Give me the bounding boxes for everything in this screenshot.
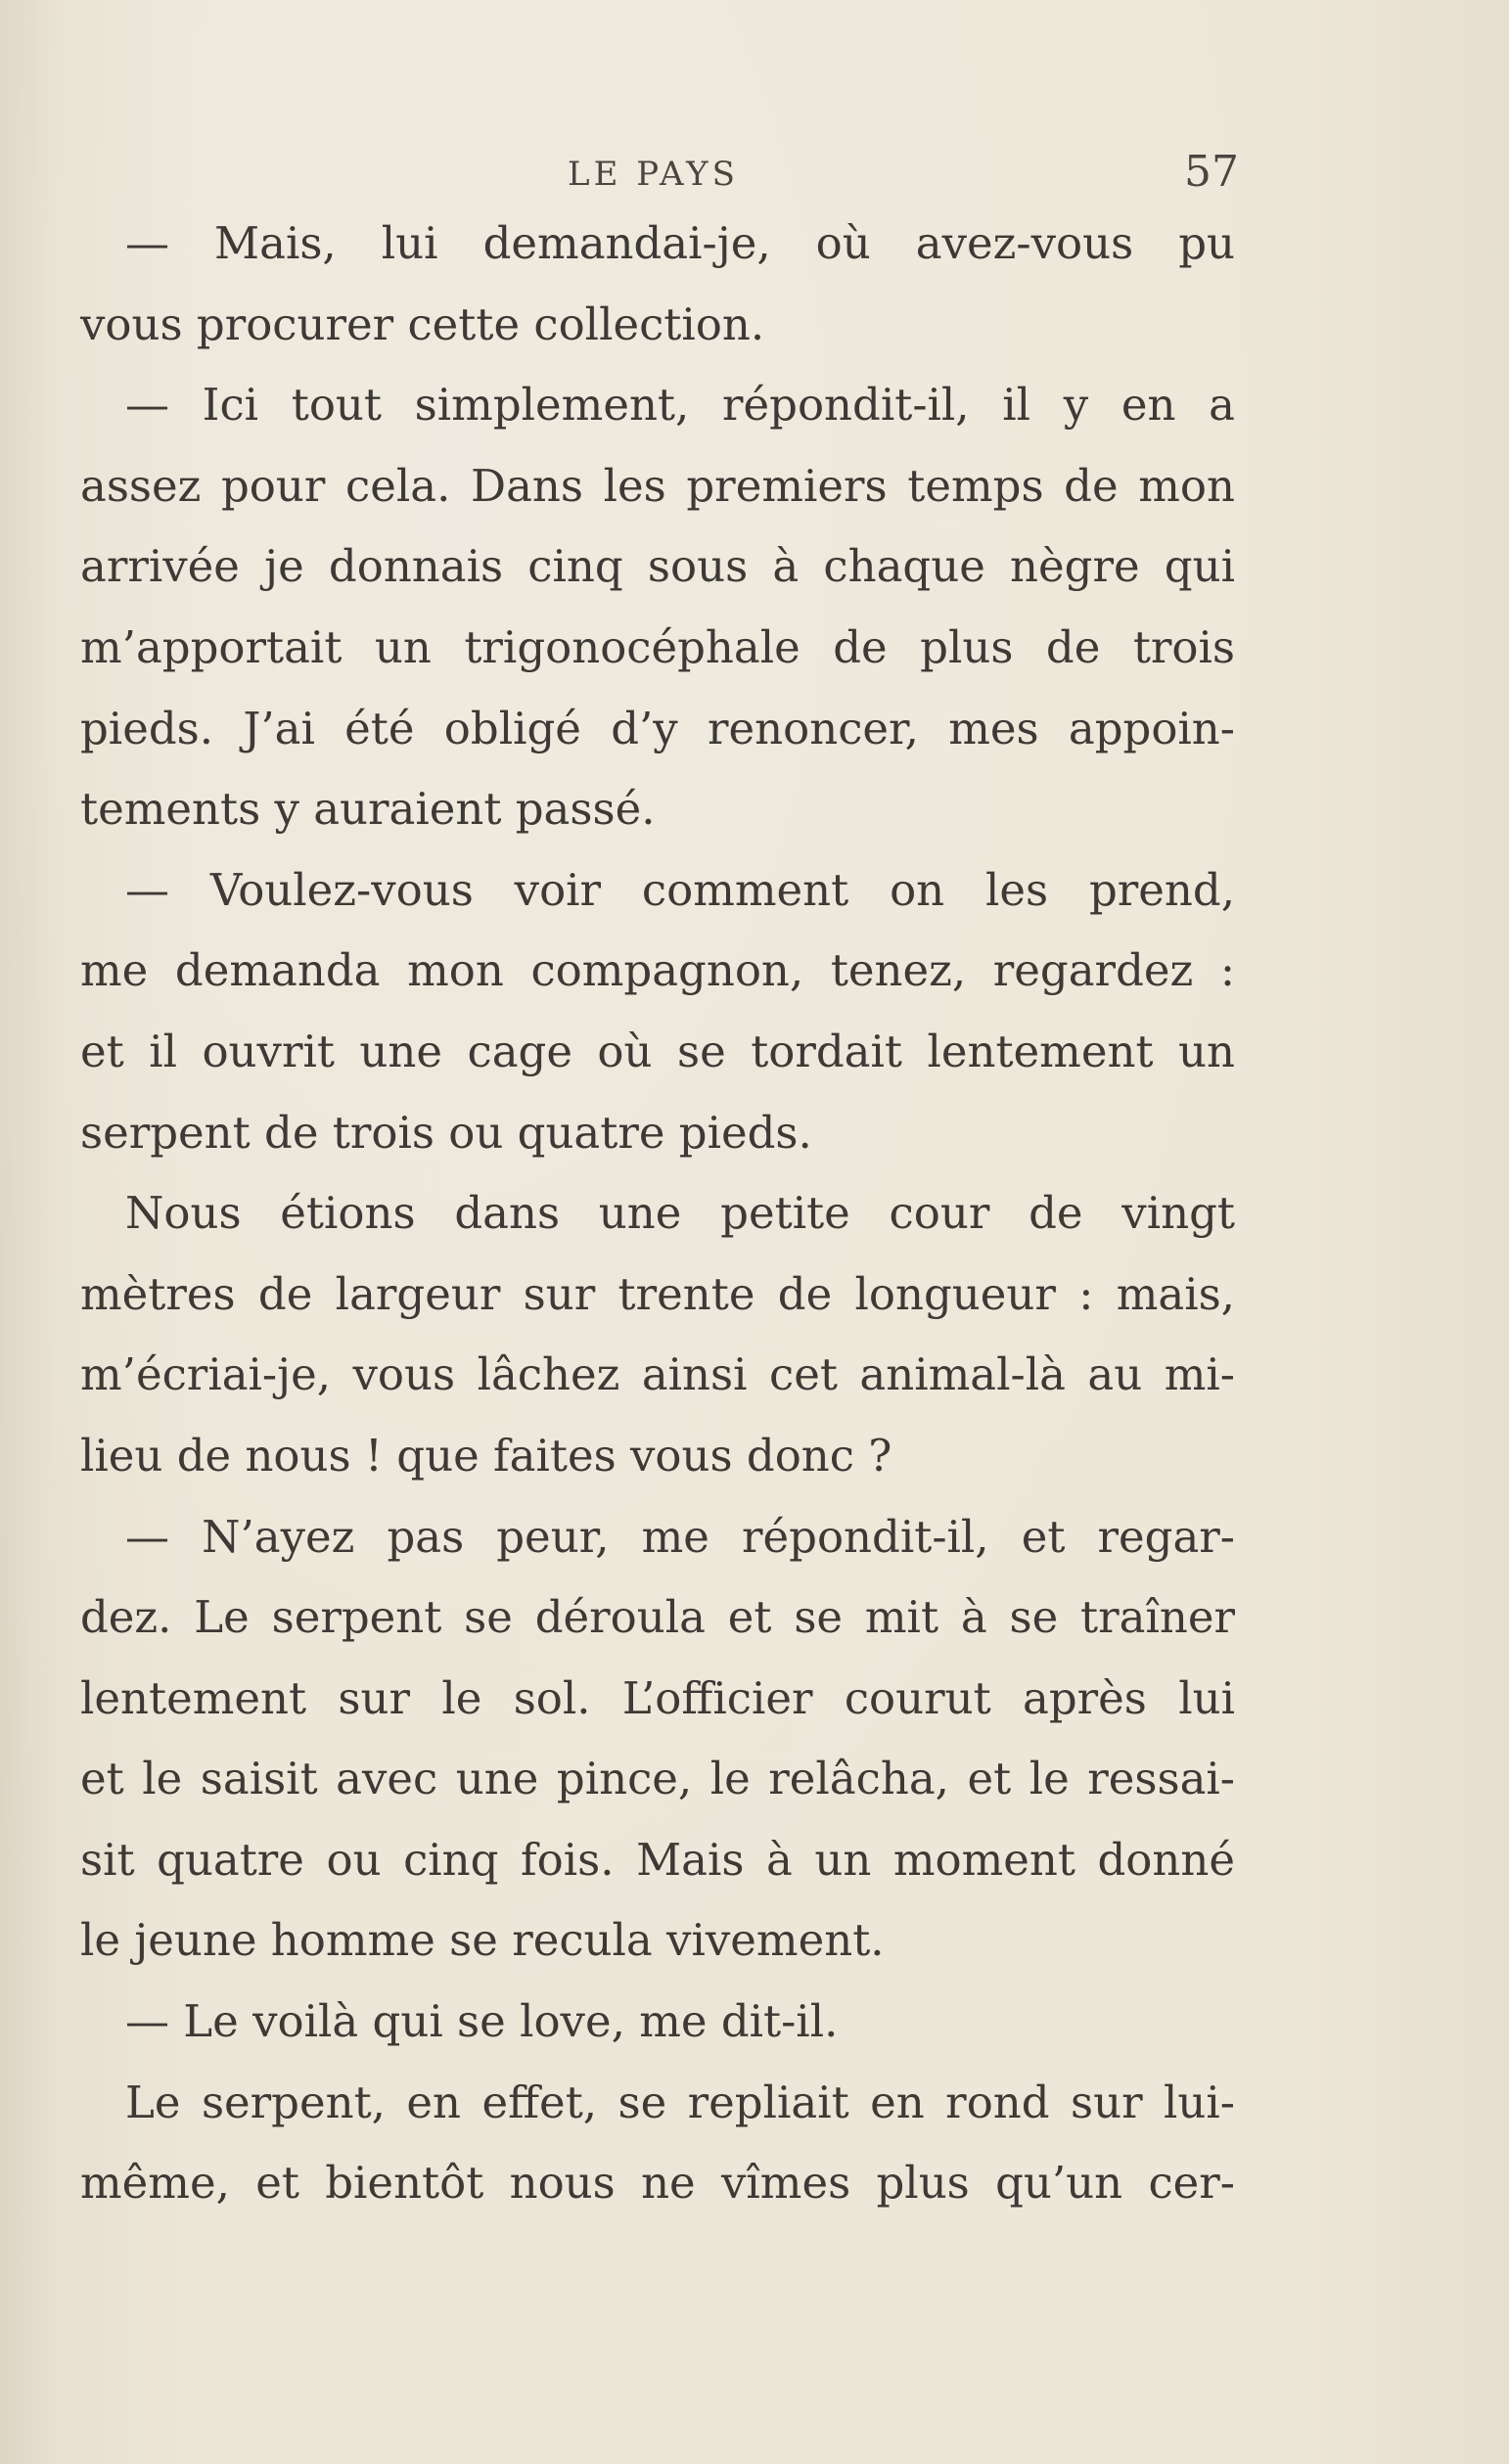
text-line: — N’ayez pas peur, me répondit-il, et regar- <box>125 1510 1235 1563</box>
text-line: mètres de largeur sur trente de longueur : mais, <box>80 1267 1235 1320</box>
text-line: Nous étions dans une petite cour de vingt <box>125 1187 1235 1240</box>
text-line: le jeune homme se recula vivement. <box>80 1914 885 1967</box>
text-line: lentement sur le sol. L’officier courut après lui <box>80 1671 1235 1724</box>
text-line: m’apportait un trigonocéphale de plus de trois <box>80 620 1235 673</box>
text-line: Le serpent, en effet, se repliait en rond sur lui- <box>125 2076 1235 2128</box>
text-line: me demanda mon compagnon, tenez, regardez : <box>80 944 1235 997</box>
text-line: et le saisit avec une pince, le relâcha, et le ressai- <box>80 1753 1235 1805</box>
text-line: arrivée je donnais cinq sous à chaque nègre qui <box>80 540 1235 593</box>
text-line: — Le voilà qui se love, me dit-il. <box>125 1995 839 2048</box>
text-line: — Mais, lui demandai-je, où avez-vous pu <box>125 217 1235 269</box>
page-number: 57 <box>1184 147 1239 197</box>
body-text <box>80 204 1235 2224</box>
text-line: pieds. J’ai été obligé d’y renoncer, mes appoin- <box>80 702 1235 754</box>
text-line: dez. Le serpent se déroula et se mit à se traîner <box>80 1591 1235 1644</box>
text-line: même, et bientôt nous ne vîmes plus qu’un cer- <box>80 2157 1235 2210</box>
text-line: serpent de trois ou quatre pieds. <box>80 1106 812 1159</box>
text-line: sit quatre ou cinq fois. Mais à un moment donné <box>80 1833 1235 1886</box>
running-title: LE PAYS <box>568 155 739 194</box>
text-line: m’écriai-je, vous lâchez ainsi cet animal-là au mi- <box>80 1348 1235 1401</box>
text-line: assez pour cela. Dans les premiers temps de mon <box>80 459 1235 512</box>
text-line: vous procurer cette collection. <box>80 297 765 350</box>
text-line: — Voulez-vous voir comment on les prend, <box>125 863 1235 916</box>
text-line: tements y auraient passé. <box>80 783 656 836</box>
text-line: — Ici tout simplement, répondit-il, il y en a <box>125 379 1235 432</box>
text-line: lieu de nous ! que faites vous donc ? <box>80 1429 892 1482</box>
text-line: et il ouvrit une cage où se tordait lentement un <box>80 1025 1235 1077</box>
